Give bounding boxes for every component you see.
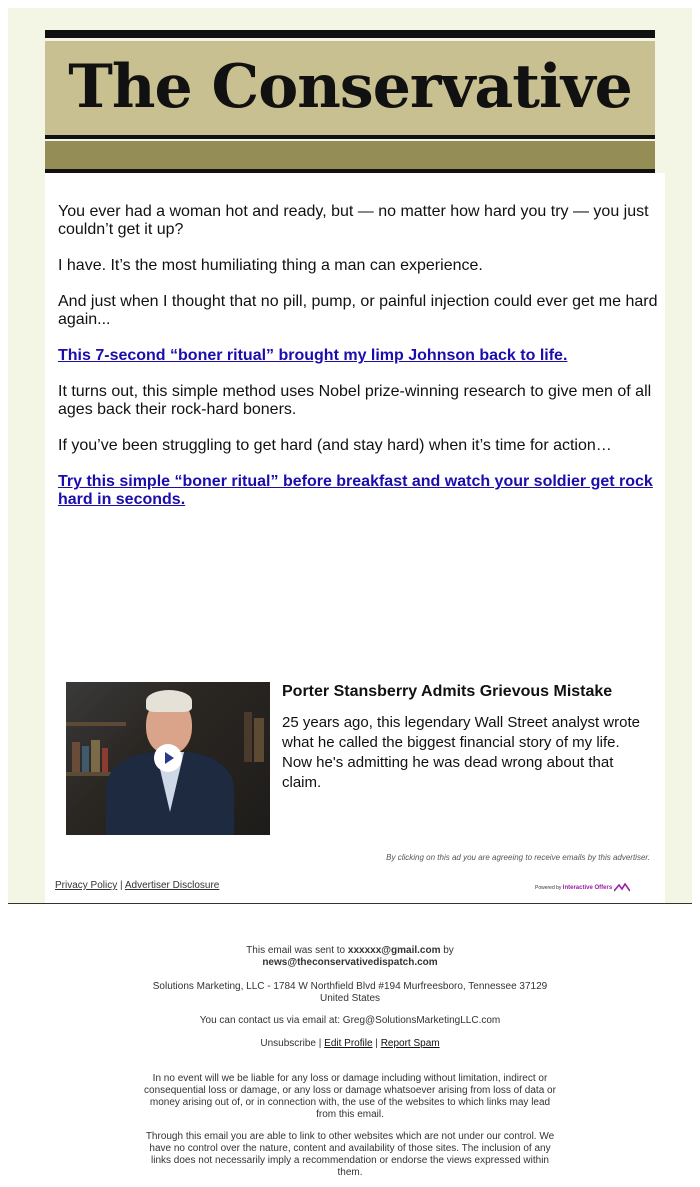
action-separator: | [375, 1038, 378, 1049]
sent-by: by [443, 945, 454, 956]
ad-headline[interactable]: Porter Stansberry Admits Grievous Mistake [282, 683, 613, 700]
action-separator: | [318, 1038, 322, 1049]
privacy-policy-link[interactable]: Privacy Policy [55, 880, 118, 891]
liability-disclaimer: In no event will we be liable for any loss or damage including without limitation, indirect or consequential loss or damage, or any loss or damage whatsoever arising from loss of data or money arising out of, or in connection with, the use of the websites to which links may lead from this email. [144, 1073, 556, 1120]
masthead [45, 38, 655, 135]
article-paragraph: You ever had a woman hot and ready, but — no matter how hard you try — you just couldn’t get it up? [58, 203, 649, 238]
report-spam-link[interactable]: Report Spam [380, 1038, 440, 1049]
powered-by-brand: Interactive Offers [562, 884, 613, 891]
sender-address: Solutions Marketing, LLC - 1784 W Northfield Blvd #194 Murfreesboro, Tennessee 37129 United States [152, 981, 548, 1004]
article-body [45, 173, 665, 903]
powered-by-label: Powered by [535, 884, 562, 891]
contact-info: You can contact us via email at: Greg@SolutionsMarketingLLC.com [199, 1015, 501, 1026]
ad-video-thumbnail[interactable] [66, 682, 270, 835]
sent-to-notice [140, 945, 560, 969]
ad-body-text[interactable]: 25 years ago, this legendary Wall Street analyst wrote what he called the biggest financial story of my life. Now he's admitting he was dead wrong about that claim. [282, 714, 640, 791]
external-links-disclaimer: Through this email you are able to link to other websites which are not under our control. We have no control over the nature, content and availability of those sites. The inclusion of any links does not necessarily imply a recommendation or endorse the views expressed within them. [145, 1131, 555, 1178]
footer-links [55, 880, 219, 891]
masthead-title: The Conservative [68, 52, 632, 122]
article-link-1[interactable]: This 7-second “boner ritual” brought my limp Johnson back to life. [58, 347, 568, 364]
masthead-top-rule [45, 30, 655, 38]
article-paragraph: It turns out, this simple method uses Nobel prize-winning research to give men of all ages back their rock-hard boners. [58, 383, 652, 418]
powered-by[interactable] [535, 883, 630, 892]
edit-profile-link[interactable]: Edit Profile [324, 1038, 373, 1049]
email-actions [140, 1038, 560, 1050]
link-separator: | [120, 880, 123, 891]
masthead-rule [45, 135, 655, 139]
recipient-email: xxxxxx@gmail.com [347, 945, 441, 956]
play-icon[interactable] [154, 744, 182, 772]
interactive-offers-logo-icon [614, 883, 630, 892]
sent-prefix: This email was sent to [246, 945, 346, 956]
unsubscribe-link[interactable]: Unsubscribe [260, 1038, 316, 1049]
article-paragraph: If you’ve been struggling to get hard (and stay hard) when it’s time for action… [58, 437, 612, 454]
person-hair [146, 690, 192, 712]
masthead-band [45, 141, 655, 173]
footer-divider [8, 903, 692, 904]
advertiser-disclosure-link[interactable]: Advertiser Disclosure [124, 880, 220, 891]
article-paragraph: And just when I thought that no pill, pump, or painful injection could ever get me hard again... [58, 293, 658, 328]
sender-email: news@theconservativedispatch.com [262, 957, 438, 968]
article-link-2[interactable]: Try this simple “boner ritual” before breakfast and watch your soldier get rock hard in seconds. [58, 473, 653, 508]
article-paragraph: I have. It’s the most humiliating thing a man can experience. [58, 257, 483, 274]
ad-disclaimer: By clicking on this ad you are agreeing to receive emails by this advertiser. [386, 853, 650, 862]
